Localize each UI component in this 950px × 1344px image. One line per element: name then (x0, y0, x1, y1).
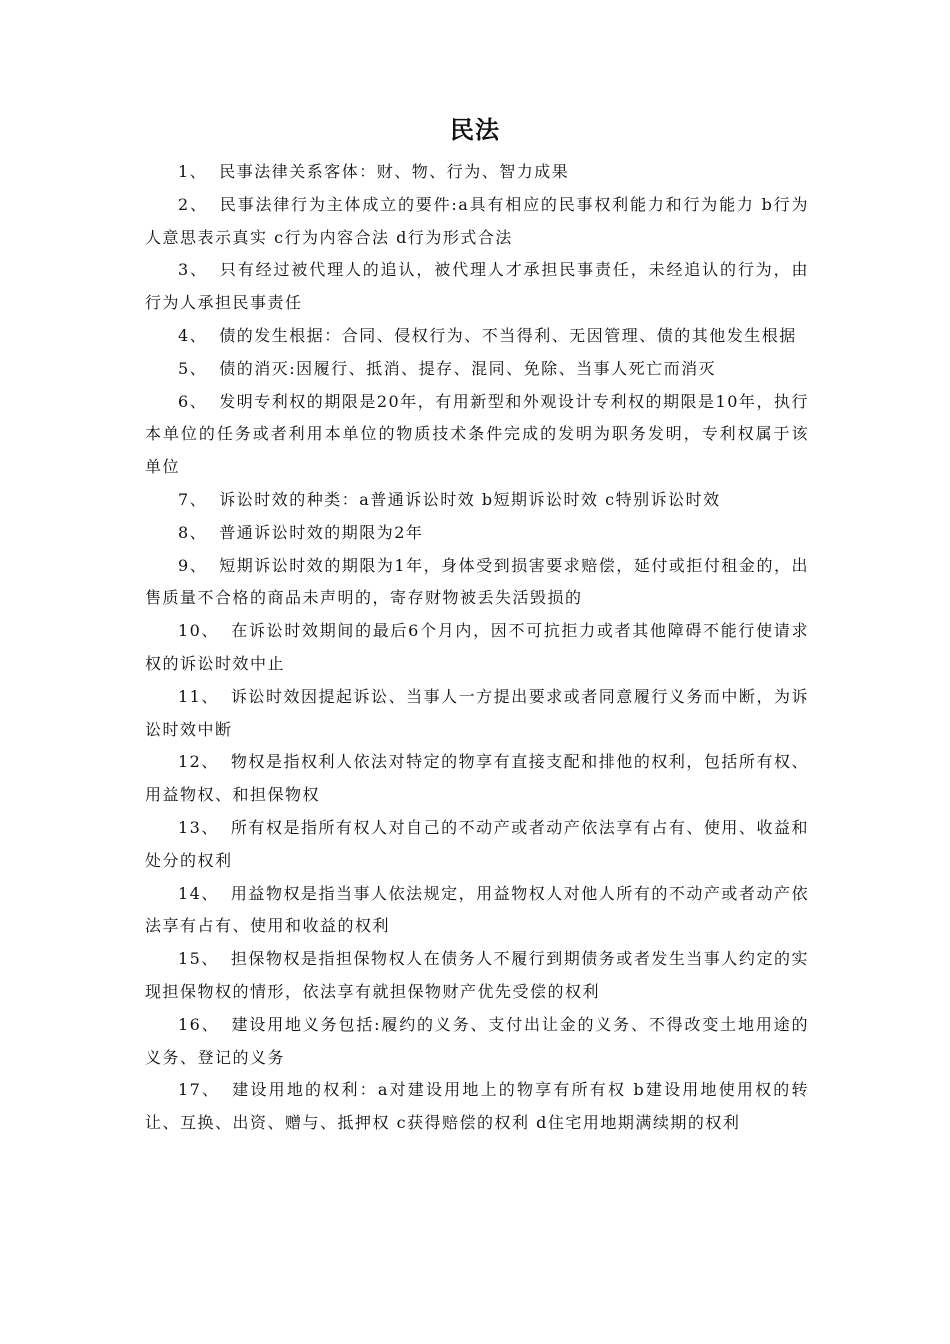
clause-number: 14、 (178, 883, 219, 903)
clause-item (145, 1009, 809, 1075)
document-title: 民法 (450, 116, 500, 144)
clause-text: 诉讼时效的种类：a普通诉讼时效 b短期诉讼时效 c特别诉讼时效 (219, 489, 721, 509)
clause-item (145, 353, 809, 386)
clause-text: 短期诉讼时效的期限为1年，身体受到损害要求赔偿，延付或拒付租金的，出售质量不合格的商品未声明的，寄存财物被丢失活毁损的 (145, 555, 809, 608)
clause-number: 1、 (178, 162, 208, 181)
clause-item (145, 386, 809, 484)
clause-item (145, 320, 809, 353)
clause-number: 4、 (178, 325, 208, 345)
clause-item (145, 484, 809, 517)
clause-number: 5、 (178, 358, 208, 378)
clause-item (145, 878, 809, 944)
clause-text: 民事法律关系客体：财、物、行为、智力成果 (219, 162, 570, 181)
clause-item (145, 943, 809, 1009)
clause-text: 普通诉讼时效的期限为2年 (219, 522, 424, 542)
clause-item (145, 812, 809, 878)
clause-item (145, 156, 809, 189)
clause-item (145, 189, 809, 255)
clause-number: 3、 (178, 260, 208, 280)
clause-item (145, 517, 809, 550)
clause-item (145, 550, 809, 616)
clause-number: 17、 (178, 1080, 221, 1100)
clause-number: 7、 (178, 489, 208, 509)
clause-item (145, 681, 809, 747)
clause-number: 8、 (178, 522, 208, 542)
clause-text: 民事法律行为主体成立的要件:a具有相应的民事权利能力和行为能力 b行为人意思表示真实 c行为内容合法 d行为形式合法 (145, 194, 809, 247)
clause-number: 10、 (178, 621, 220, 641)
clause-text: 发明专利权的期限是20年，有用新型和外观设计专利权的期限是10年，执行本单位的任务或者利用本单位的物质技术条件完成的发明为职务发明，专利权属于该单位 (145, 391, 809, 477)
clause-text: 债的发生根据：合同、侵权行为、不当得利、无因管理、债的其他发生根据 (219, 325, 797, 345)
clause-item (145, 254, 809, 320)
clause-item (145, 1074, 809, 1140)
clause-number: 9、 (178, 555, 208, 575)
clause-list (145, 156, 809, 1140)
clause-text: 诉讼时效因提起诉讼、当事人一方提出要求或者同意履行义务而中断，为诉讼时效中断 (145, 686, 809, 739)
clause-text: 建设用地义务包括:履约的义务、支付出让金的义务、不得改变土地用途的义务、登记的义务 (145, 1014, 809, 1067)
clause-number: 6、 (178, 391, 208, 411)
clause-number: 11、 (178, 686, 219, 706)
clause-item (145, 746, 809, 812)
clause-text: 所有权是指所有权人对自己的不动产或者动产依法享有占有、使用、收益和处分的权利 (145, 817, 809, 870)
clause-number: 16、 (178, 1014, 220, 1034)
clause-item (145, 615, 809, 681)
clause-number: 12、 (178, 752, 219, 772)
clause-text: 建设用地的权利：a对建设用地上的物享有所有权 b建设用地使用权的转让、互换、出资、赠与、抵押权 c获得赔偿的权利 d住宅用地期满续期的权利 (145, 1080, 809, 1133)
clause-number: 2、 (178, 194, 208, 214)
clause-text: 债的消灭:因履行、抵消、提存、混同、免除、当事人死亡而消灭 (219, 358, 717, 378)
clause-text: 在诉讼时效期间的最后6个月内，因不可抗拒力或者其他障碍不能行使请求权的诉讼时效中止 (145, 621, 809, 673)
clause-number: 15、 (178, 949, 219, 969)
clause-number: 13、 (178, 817, 219, 837)
clause-text: 只有经过被代理人的追认，被代理人才承担民事责任，未经追认的行为，由行为人承担民事责任 (145, 260, 809, 313)
clause-text: 物权是指权利人依法对特定的物享有直接支配和排他的权利，包括所有权、用益物权、和担保物权 (145, 752, 809, 805)
clause-text: 用益物权是指当事人依法规定，用益物权人对他人所有的不动产或者动产依法享有占有、使用和收益的权利 (145, 883, 809, 936)
clause-text: 担保物权是指担保物权人在债务人不履行到期债务或者发生当事人约定的实现担保物权的情形，依法享有就担保物财产优先受偿的权利 (145, 949, 809, 1001)
